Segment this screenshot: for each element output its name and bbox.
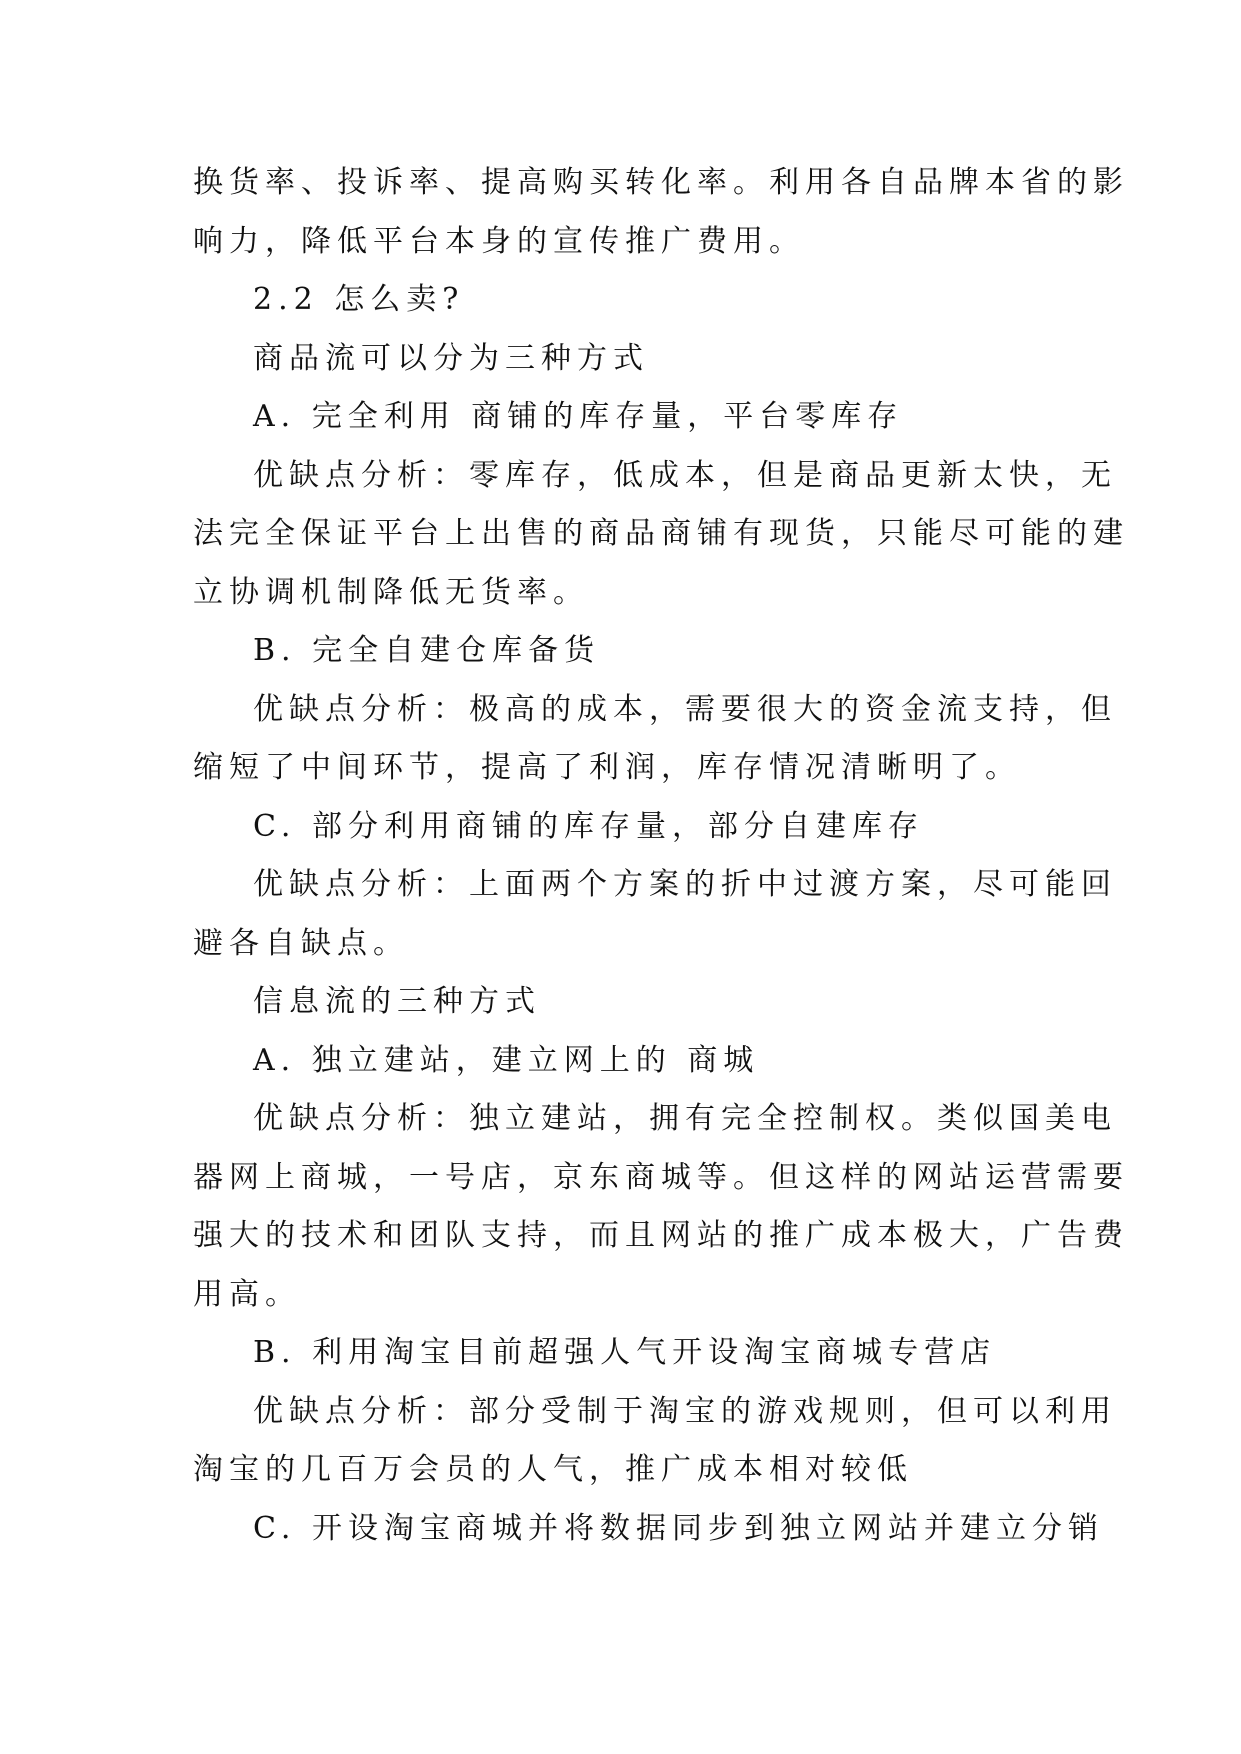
analysis-line: 优缺点分析：极高的成本，需要很大的资金流支持，但 <box>253 691 1117 727</box>
analysis-line: 法完全保证平台上出售的商品商铺有现货，只能尽可能的建 <box>193 516 1129 551</box>
analysis-line: 淘宝的几百万会员的人气，推广成本相对较低 <box>193 1452 913 1487</box>
paragraph-heading: 信息流的三种方式 <box>253 984 541 1019</box>
analysis-line: 器网上商城，一号店，京东商城等。但这样的网站运营需要 <box>193 1159 1129 1195</box>
analysis-line: 用高。 <box>193 1276 301 1312</box>
text-line: 响力，降低平台本身的宣传推广费用。 <box>193 223 805 259</box>
analysis-line: 优缺点分析：上面两个方案的折中过渡方案，尽可能回 <box>253 867 1117 902</box>
analysis-line: 强大的技术和团队支持，而且网站的推广成本极大，广告费 <box>193 1218 1129 1253</box>
document-body <box>193 154 1129 1558</box>
analysis-line: 避各自缺点。 <box>193 925 409 961</box>
option-a-information-flow: A. 独立建站，建立网上的 商城 <box>253 1042 760 1078</box>
paragraph-heading: 商品流可以分为三种方式 <box>253 340 649 376</box>
analysis-line: 优缺点分析：独立建站，拥有完全控制权。类似国美电 <box>253 1101 1117 1136</box>
section-heading: 2.2 怎么卖? <box>253 282 465 317</box>
option-c-information-flow: C. 开设淘宝商城并将数据同步到独立网站并建立分销 <box>253 1510 1104 1546</box>
analysis-line: 立协调机制降低无货率。 <box>193 574 589 610</box>
text-line: 换货率、投诉率、提高购买转化率。利用各自品牌本省的影 <box>193 165 1129 200</box>
analysis-line: 优缺点分析：部分受制于淘宝的游戏规则，但可以利用 <box>253 1393 1117 1429</box>
option-a-product-flow: A. 完全利用 商铺的库存量，平台零库存 <box>253 399 904 434</box>
option-b-information-flow: B. 利用淘宝目前超强人气开设淘宝商城专营店 <box>253 1335 997 1370</box>
option-c-product-flow: C. 部分利用商铺的库存量，部分自建库存 <box>253 808 924 844</box>
option-b-product-flow: B. 完全自建仓库备货 <box>253 633 601 668</box>
analysis-line: 缩短了中间环节，提高了利润，库存情况清晰明了。 <box>193 750 1021 785</box>
analysis-line: 优缺点分析：零库存，低成本，但是商品更新太快，无 <box>253 457 1117 493</box>
